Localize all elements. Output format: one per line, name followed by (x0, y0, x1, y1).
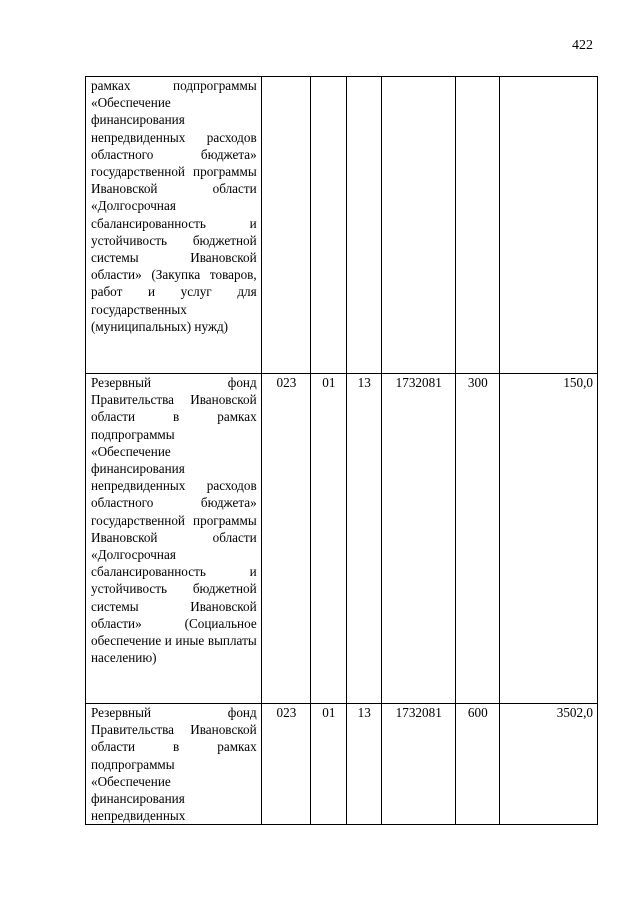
target-article-cell: 1732081 (381, 374, 455, 704)
sum-cell: 3502,0 (500, 704, 598, 825)
ministry-code-cell: 023 (261, 704, 310, 825)
section-cell (311, 77, 346, 374)
page-number: 422 (572, 38, 593, 53)
target-article-cell: 1732081 (381, 704, 455, 825)
sum-cell (500, 77, 598, 374)
table-row (86, 77, 598, 374)
expense-type-cell (455, 77, 499, 374)
expense-name-cell: рамках подпрограммы «Обеспечение финансирования непредвиденных расходов областного бюджета» государственной программы Ивановской области «Долгосрочная сбалансированность и устойчивость бюджетной системы Ивановской области» (Закупка товаров, работ и услуг для государственных (муниципальных) нужд) (86, 77, 262, 374)
expense-name-cell: Резервный фонд Правительства Ивановской области в рамках подпрограммы «Обеспечение финансирования непредвиденных расходов областного бюджета» государственной программы Ивановской области «Долгосрочная сбалансированность и устойчивость бюджетной системы Ивановской области» (Социальное обеспечение и иные выплаты населению) (86, 374, 262, 704)
table-row (86, 374, 598, 704)
subsection-cell: 13 (346, 704, 381, 825)
section-cell: 01 (311, 374, 346, 704)
subsection-cell (346, 77, 381, 374)
ministry-code-cell (261, 77, 310, 374)
section-cell: 01 (311, 704, 346, 825)
expense-type-cell: 600 (455, 704, 499, 825)
table-row (86, 704, 598, 825)
ministry-code-cell: 023 (261, 374, 310, 704)
budget-table (85, 76, 598, 825)
subsection-cell: 13 (346, 374, 381, 704)
target-article-cell (381, 77, 455, 374)
expense-type-cell: 300 (455, 374, 499, 704)
expense-name-cell: Резервный фонд Правительства Ивановской области в рамках подпрограммы «Обеспечение финансирования непредвиденных (86, 704, 262, 825)
sum-cell: 150,0 (500, 374, 598, 704)
